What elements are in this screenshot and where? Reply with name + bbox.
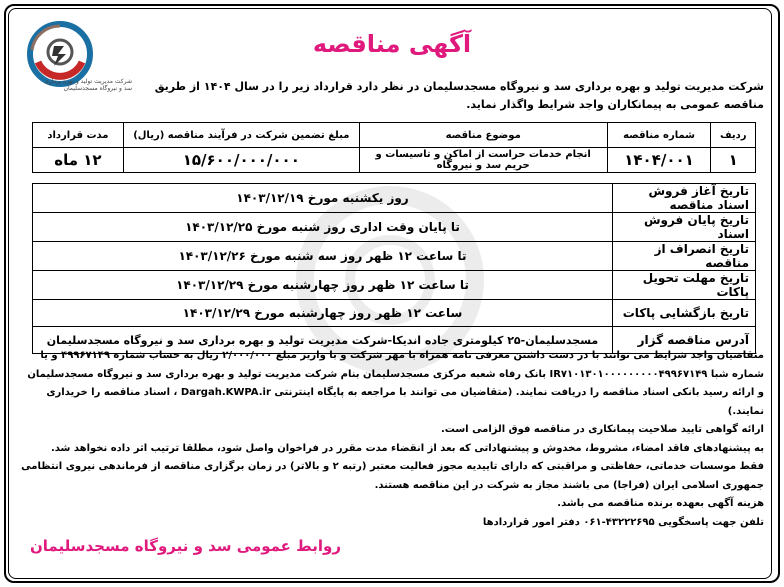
schedule-value: روز یکشنبه مورخ ۱۴۰۳/۱۲/۱۹ <box>33 184 613 213</box>
tender-table <box>32 122 756 173</box>
page-title: آگهی مناقصه <box>312 30 472 58</box>
cell-duration: ۱۲ ماه <box>33 148 124 173</box>
condition-paragraph: ارائه گواهی تایید صلاحیت پیمانکاری در مناقصه فوق الزامی است. <box>440 424 764 435</box>
table-header-row <box>33 123 756 148</box>
schedule-value: ساعت ۱۲ ظهر روز چهارشنبه مورخ ۱۴۰۳/۱۲/۲۹ <box>33 300 613 327</box>
footer-signature: روابط عمومی سد و نیروگاه مسجدسلیمان <box>30 537 341 555</box>
cell-tender-number: ۱۴۰۴/۰۰۱ <box>607 148 711 173</box>
cell-subject: انجام خدمات حراست از اماکن و تاسیسات و حریم سد و نیروگاه <box>359 148 607 173</box>
schedule-label: تاریخ انصراف از مناقصه <box>613 242 756 271</box>
conditions-block <box>19 347 764 532</box>
schedule-value: تا پایان وقت اداری روز شنبه مورخ ۱۴۰۳/۱۲/۲۵ <box>33 213 613 242</box>
schedule-value: تا ساعت ۱۲ ظهر روز سه شنبه مورخ ۱۴۰۳/۱۲/۲۶ <box>33 242 613 271</box>
schedule-row <box>33 300 756 327</box>
schedule-row <box>33 184 756 213</box>
condition-paragraph: تلفن جهت پاسخگویی ۴۳۲۲۲۶۹۵-۰۶۱ دفتر امور قراردادها <box>482 516 764 528</box>
schedule-label: تاریخ پایان فروش اسناد <box>613 213 756 242</box>
schedule-table <box>32 183 756 354</box>
header-row-number: ردیف <box>711 123 756 148</box>
condition-paragraph: هزینه آگهی بعهده برنده مناقصه می باشد. <box>557 498 764 509</box>
condition-paragraph: به پیشنهادهای فاقد امضاء، مشروط، مخدوش و پیشنهاداتی که بعد از انقضاء مدت مقرر در فراخوان واصل شود، مطلقا ترتیب اثر داده نخواهد شد. <box>50 442 764 454</box>
schedule-row <box>33 271 756 300</box>
header-guarantee: مبلغ تضمین شرکت در فرآیند مناقصه (ریال) <box>123 123 359 148</box>
schedule-label: آدرس مناقصه گزار <box>613 327 756 354</box>
condition-paragraph: متقاضیان واجد شرایط می توانند با در دست داشتن معرفی نامه همراه با مهر شرکت و با واریز مبلغ ۲/۰۰۰/۰۰۰ ریال به حساب شماره ۴۹۹۶۷۱۴۹ و یا شماره شبا IR۷۱۰۱۳۰۱۰۰۰۰۰۰۰۰۰۴۹۹۶۷۱۴۹ بانک رفاه شعبه مرکزی مسجدسلیمان بنام شرکت مدیریت تولید و بهره برداری سد و نیروگاه مسجدسلیمان و ارائه رسید بانکی اسناد مناقصه را دریافت نمایند. (متقاضیان می توانند با مراجعه به پایگاه اینترنتی Dargah.KWPA.ir ، اسناد مناقصه را خریداری نمایند.) <box>27 350 764 417</box>
schedule-value: مسجدسلیمان-۲۵ کیلومتری جاده اندیکا-شرکت مدیریت تولید و بهره برداری سد و نیروگاه مسجدسلیمان <box>33 327 613 354</box>
schedule-label: تاریخ آغاز فروش اسناد مناقصه <box>613 184 756 213</box>
table-row <box>33 148 756 173</box>
header-duration: مدت قرارداد <box>33 123 124 148</box>
schedule-label: تاریخ مهلت تحویل پاکات <box>613 271 756 300</box>
schedule-label: تاریخ بازگشایی پاکات <box>613 300 756 327</box>
cell-guarantee: ۱۵/۶۰۰/۰۰۰/۰۰۰ <box>123 148 359 173</box>
condition-paragraph: فقط موسسات خدماتی، حفاظتی و مراقبتی که دارای تاییدیه مجوز فعالیت معتبر (رتبه ۲ و بالاتر) در زمان برگزاری مناقصه از فرماندهی نیروی انتظامی جمهوری اسلامی ایران (فراجا) می باشند مجاز به شرکت در این مناقصه هستند. <box>21 461 764 491</box>
header-tender-number: شماره مناقصه <box>607 123 711 148</box>
schedule-row <box>33 213 756 242</box>
logo-caption: شرکت مدیریت تولید و بهره برداری سد و نیروگاه مسجدسلیمان <box>44 78 132 92</box>
cell-row-number: ۱ <box>711 148 756 173</box>
schedule-value: تا ساعت ۱۲ ظهر روز چهارشنبه مورخ ۱۴۰۳/۱۲/۲۹ <box>33 271 613 300</box>
schedule-row <box>33 242 756 271</box>
header-subject: موضوع مناقصه <box>359 123 607 148</box>
intro-text: شرکت مدیریت تولید و بهره برداری سد و نیروگاه مسجدسلیمان در نظر دارد قرارداد زیر را در سال ۱۴۰۴ از طریق مناقصه عمومی به پیمانکاران واجد شرایط واگذار نماید. <box>154 80 764 111</box>
